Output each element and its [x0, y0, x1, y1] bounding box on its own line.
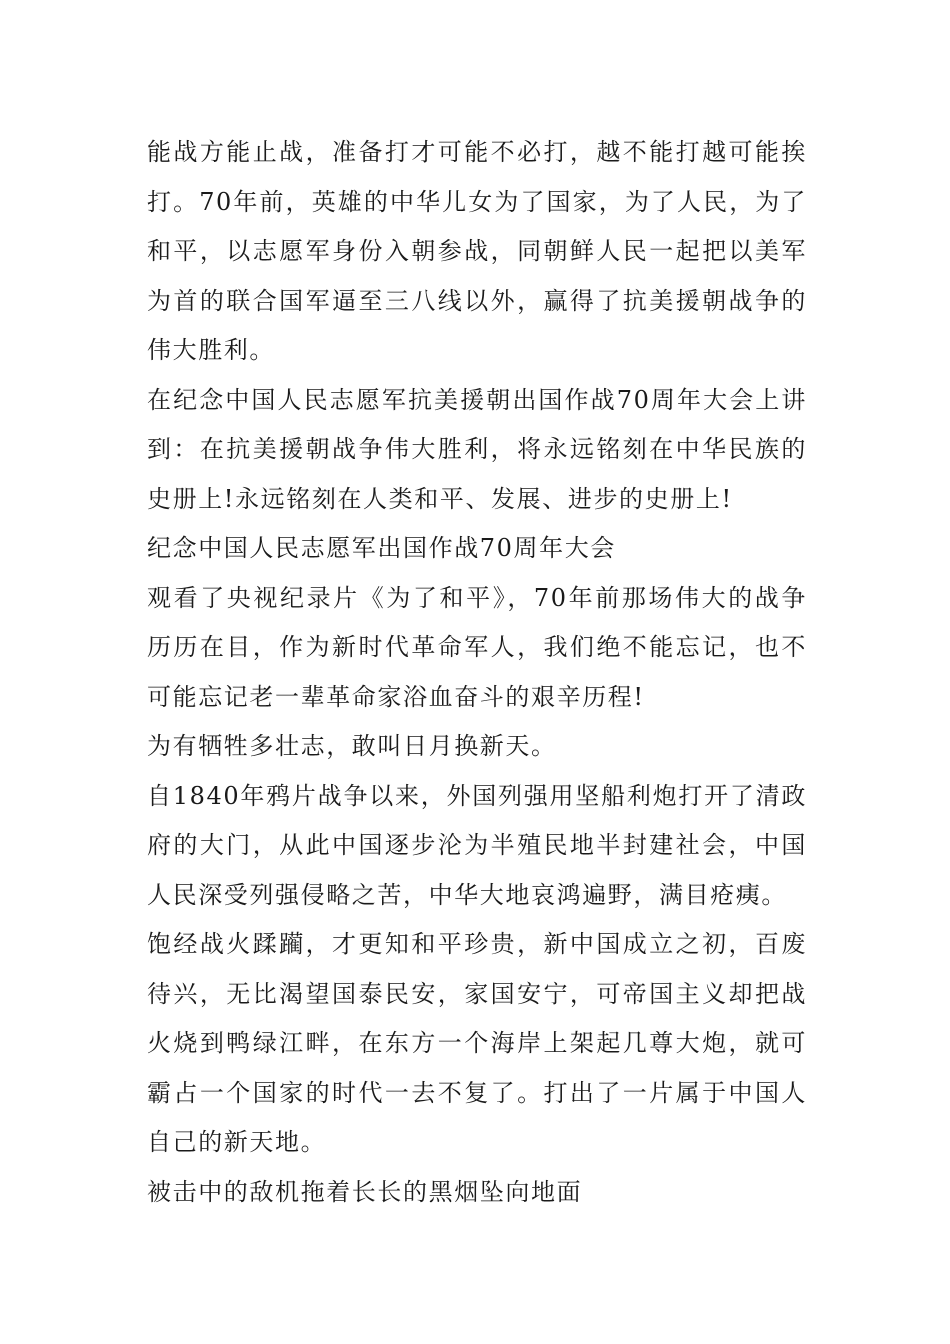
paragraph-5: 为有牺牲多壮志，敢叫日月换新天。	[147, 732, 557, 760]
paragraph-1: 能战方能止战，准备打才可能不必打，越不能打越可能挨打。70年前，英雄的中华儿女为了国家，为了人民，为了和平，以志愿军身份入朝参战，同朝鲜人民一起把以美军为首的联合国军逼至三八线以外，赢得了抗美援朝战争的伟大胜利。	[147, 138, 807, 364]
paragraph-7: 饱经战火蹂躏，才更知和平珍贵，新中国成立之初，百废待兴，无比渴望国泰民安，家国安宁，可帝国主义却把战火烧到鸭绿江畔，在东方一个海岸上架起几尊大炮，就可霸占一个国家的时代一去不复了。打出了一片属于中国人自己的新天地。	[147, 930, 807, 1156]
paragraph-8-caption: 被击中的敌机拖着长长的黑烟坠向地面	[147, 1177, 583, 1206]
paragraph-6: 自1840年鸦片战争以来，外国列强用坚船利炮打开了清政府的大门，从此中国逐步沦为半殖民地半封建社会，中国人民深受列强侵略之苦，中华大地哀鸿遍野，满目疮痍。	[147, 781, 807, 909]
paragraph-2: 在纪念中国人民志愿军抗美援朝出国作战70周年大会上讲到：在抗美援朝战争伟大胜利，将永远铭刻在中华民族的史册上!永远铭刻在人类和平、发展、进步的史册上!	[147, 385, 807, 513]
paragraph-4: 观看了央视纪录片《为了和平》，70年前那场伟大的战争历历在目，作为新时代革命军人，我们绝不能忘记，也不可能忘记老一辈革命家浴血奋斗的艰辛历程!	[147, 583, 807, 711]
paragraph-3-caption: 纪念中国人民志愿军出国作战70周年大会	[147, 534, 616, 562]
document-page	[147, 128, 807, 1217]
